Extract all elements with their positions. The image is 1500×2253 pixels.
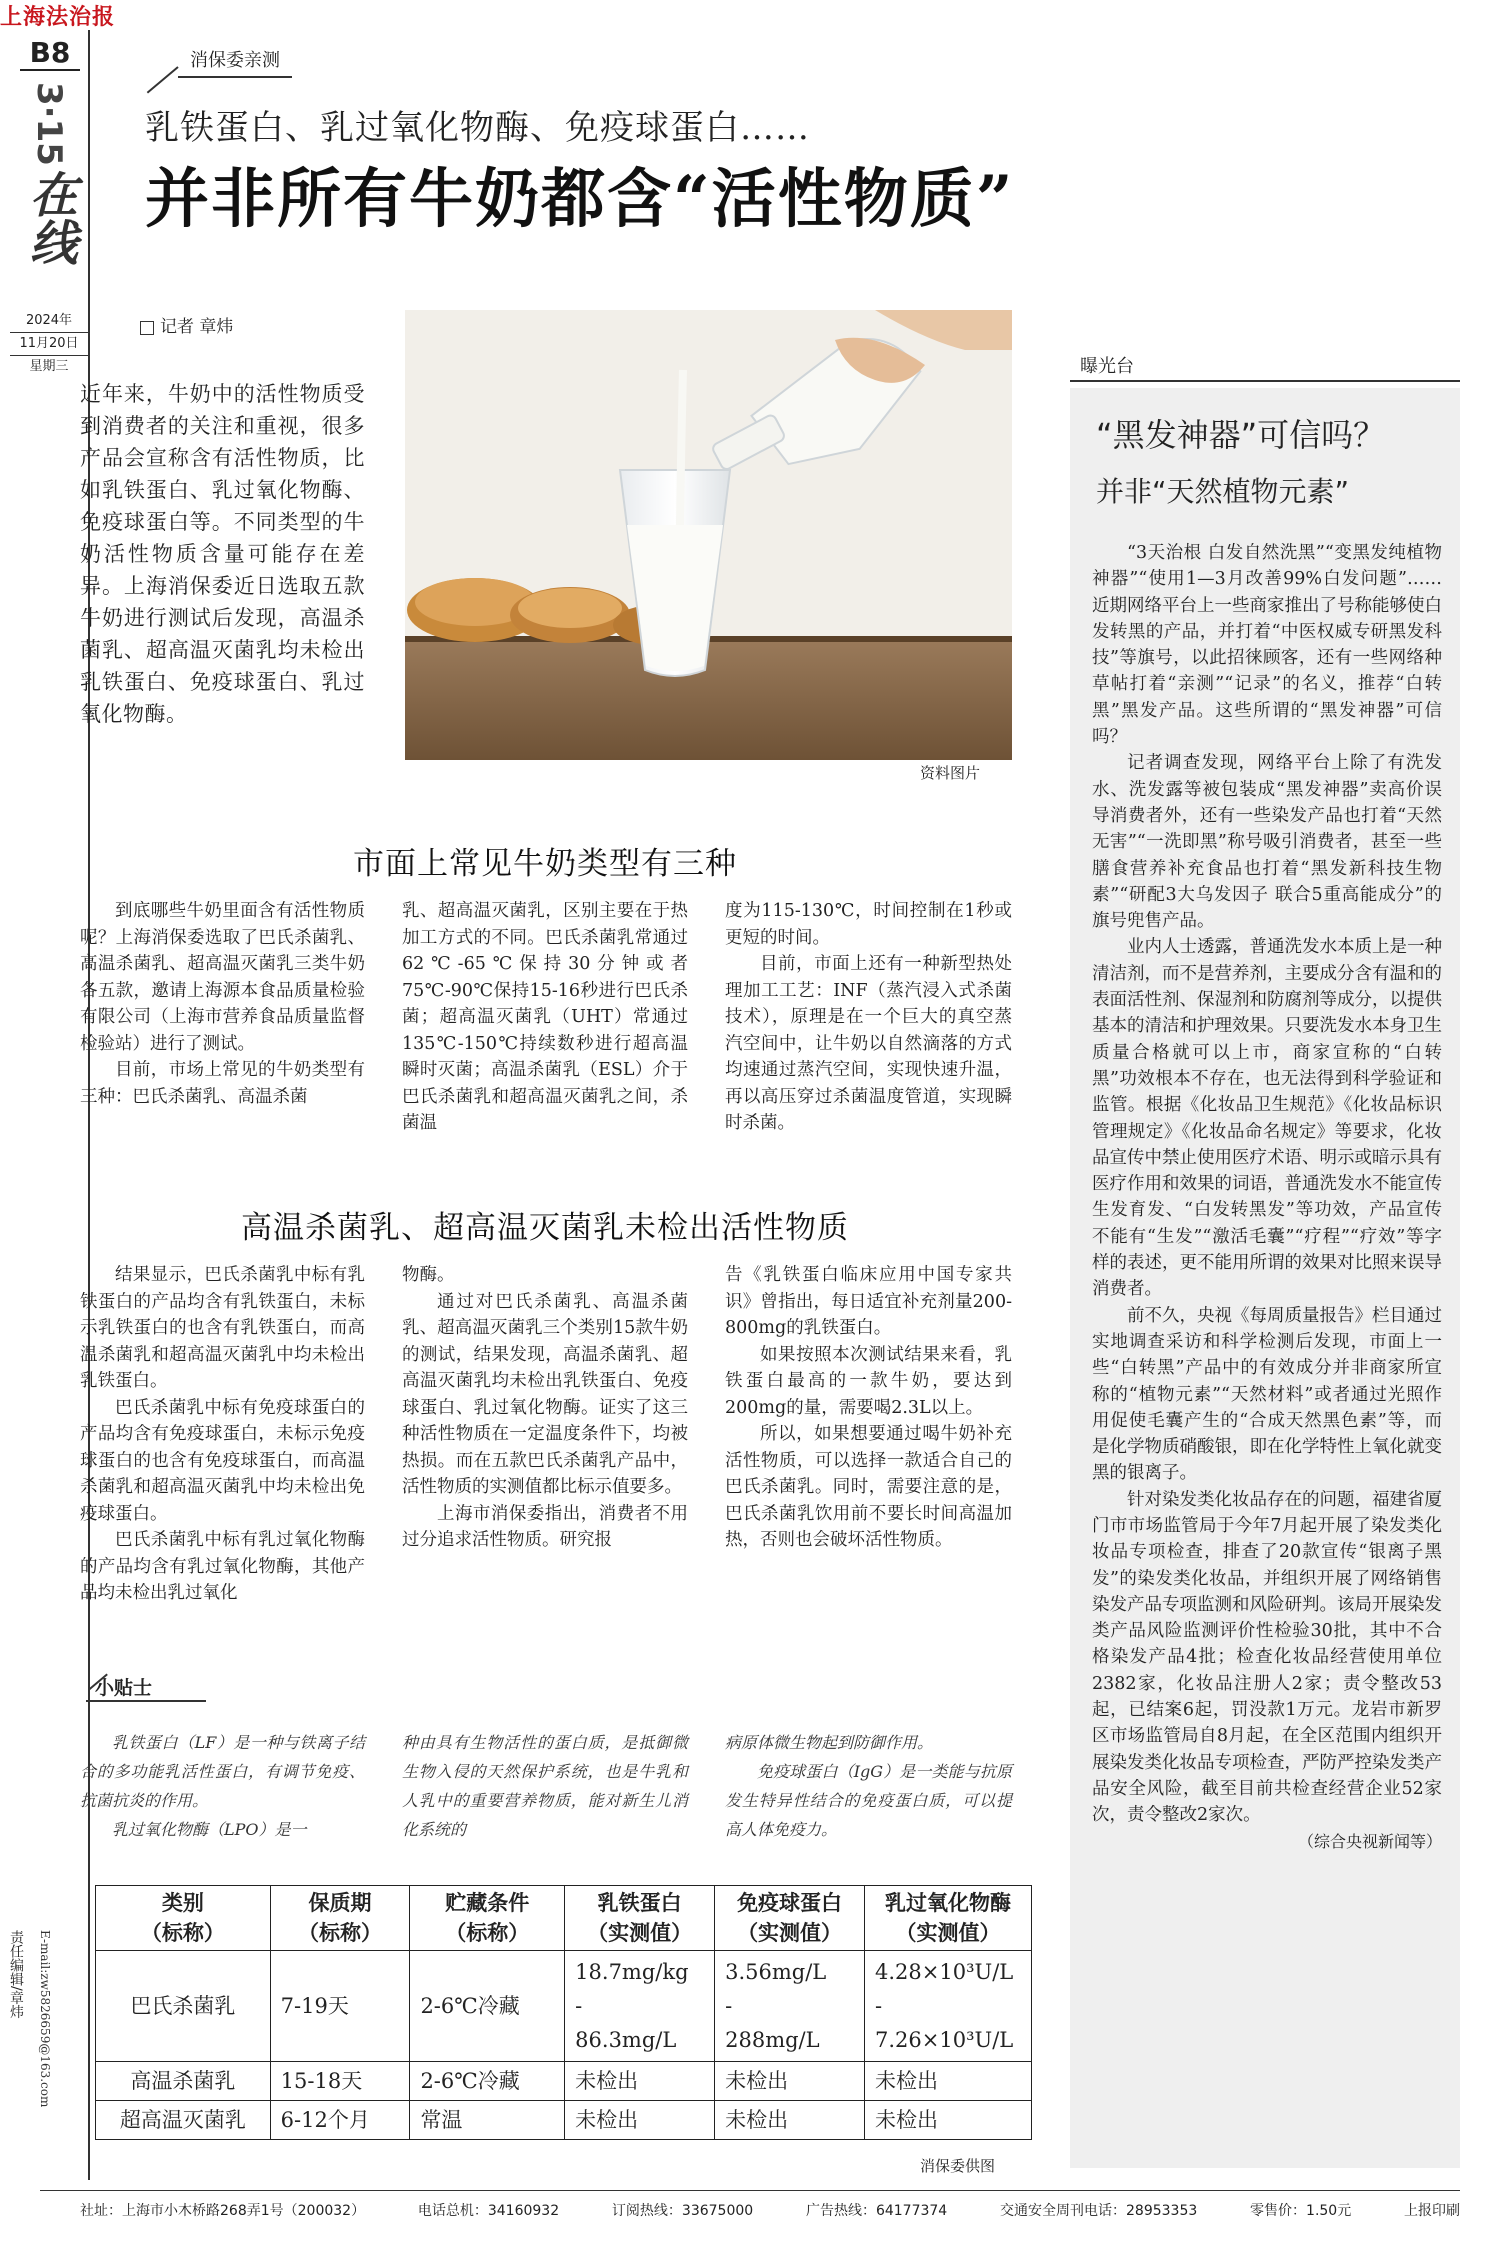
byline xyxy=(140,312,233,337)
table-cell xyxy=(96,2062,271,2101)
table-cell xyxy=(715,2101,865,2140)
s2-column-1 xyxy=(80,1262,365,1607)
paragraph: 目前，市场上常见的牛奶类型有三种：巴氏杀菌乳、高温杀菌 xyxy=(80,1060,365,1107)
footer-subscribe: 订阅热线：33675000 xyxy=(611,2203,754,2219)
issue-date xyxy=(10,310,88,378)
sidebar-paragraph: 记者调查发现，网络平台上除了有洗发水、洗发露等被包装成“黑发神器”卖高价误导消费者外，还有一些染发产品也打着“天然无害”“一洗即黑”称号吸引消费者，甚至一些膳食营养补充食品也打着“黑发新科技生物素”“研配3大乌发因子 联合5重高能成分”的旗号兜售产品。 xyxy=(1092,753,1442,932)
table-cell-line: 未检出 xyxy=(725,2108,789,2132)
table-cell-line: - xyxy=(575,1994,583,2018)
sidebar-source: （综合央视新闻等） xyxy=(1297,1831,1442,1851)
table-cell-line: 高温杀菌乳 xyxy=(130,2069,236,2093)
milk-photo-illustration xyxy=(405,310,1012,760)
sidebar-paragraph: “3天治根 白发自然洗黑”“变黑发纯植物神器”“使用1—3月改善99%白发问题”……近期网络平台上一些商家推出了号称能够使白发转黑的产品，并打着“中医权威专研黑发科技”等旗号，以此招徕顾客，还有一些网络种草帖打着“亲测”“记录”的名义，推荐“白转黑”黑发产品。这些所谓的“黑发神器”可信吗？ xyxy=(1092,543,1442,748)
paragraph: 如果按照本次测试结果来看，乳铁蛋白最高的一款牛奶，要达到200mg的量，需要喝2.3L以上。 xyxy=(725,1344,1012,1418)
paragraph: 物酶。 xyxy=(402,1265,455,1285)
tips-underline xyxy=(86,1700,206,1702)
table-cell-line: 7.26×10³U/L xyxy=(875,2028,1014,2052)
sidebar-tag-rule xyxy=(1070,380,1460,382)
table-cell xyxy=(715,2062,865,2101)
sidebar-body xyxy=(1092,540,1442,1855)
sidebar-title: “黑发神器”可信吗？ xyxy=(1096,416,1386,454)
table-header-cell xyxy=(96,1886,271,1951)
tips-column-2 xyxy=(402,1728,688,1844)
table-cell xyxy=(270,2062,410,2101)
newspaper-logo: 上海法治报 xyxy=(0,4,116,30)
table-cell-line: 2-6℃冷藏 xyxy=(420,1994,520,2018)
table-cell xyxy=(565,1951,715,2062)
table-cell xyxy=(96,1951,271,2062)
section1-title: 市面上常见牛奶类型有三种 xyxy=(353,846,737,882)
tip-paragraph: 免疫球蛋白（IgG）是一类能与抗原发生特异性结合的免疫蛋白质，可以提高人体免疫力。 xyxy=(725,1762,1012,1839)
table-row xyxy=(96,2062,1032,2101)
table-cell-line: 15-18天 xyxy=(280,2069,363,2093)
table-cell-line: 3.56mg/L xyxy=(725,1960,827,1984)
tips-column-1 xyxy=(80,1728,365,1844)
tip-paragraph: 种由具有生物活性的蛋白质，是抵御微生物入侵的天然保护系统，也是牛乳和人乳中的重要营养物质，能对新生儿消化系统的 xyxy=(402,1733,688,1839)
paragraph: 乳、超高温灭菌乳，区别主要在于热加工方式的不同。巴氏杀菌乳常通过62℃-65℃保持30分钟或者75℃-90℃保持15-16秒进行巴氏杀菌；超高温灭菌乳（UHT）常通过135℃-150℃持续数秒进行超高温瞬时灭菌；高温杀菌乳（ESL）介于巴氏杀菌乳和超高温灭菌乳之间，杀菌温 xyxy=(402,901,688,1133)
table-cell-line: 18.7mg/kg xyxy=(575,1960,689,1984)
table-row xyxy=(96,2101,1032,2140)
article-kicker: 乳铁蛋白、乳过氧化物酶、免疫球蛋白…… xyxy=(145,108,810,148)
editor-email: E-mail:zw5826659@163.com xyxy=(38,1930,52,2108)
tip-paragraph: 乳铁蛋白（LF）是一种与铁离子结合的多功能乳活性蛋白，有调节免疫、抗菌抗炎的作用。 xyxy=(80,1733,365,1810)
table-header-cell xyxy=(270,1886,410,1951)
table-header-line: （标称） xyxy=(140,1920,225,1945)
byline-text: 记者 章炜 xyxy=(160,317,234,337)
table-cell-line: 6-12个月 xyxy=(280,2108,370,2132)
date-year: 2024年 xyxy=(25,313,73,328)
footer-printer: 上报印刷 xyxy=(1404,2203,1460,2219)
column-badge xyxy=(18,82,80,266)
table-cell xyxy=(270,1951,410,2062)
sidebar-paragraph: 业内人士透露，普通洗发水本质上是一种清洁剂，而不是营养剂，主要成分含有温和的表面活性剂、保湿剂和防腐剂等成分，以提供基本的清洁和护理效果。只要洗发水本身卫生质量合格就可以上市，商家宣称的“白转黑”功效根本不存在，也无法得到科学验证和监管。根据《化妆品卫生规范》《化妆品标识管理规定》《化妆品命名规定》等要求，化妆品宣传中禁止使用医疗术语、明示或暗示具有医疗作用和效果的词语，普通洗发水不能宣传生发育发、“白发转黑发”等功效，产品宣传不能有“生发”“激活毛囊”“疗程”“疗效”等字样的表述，更不能用所谓的效果对比照来误导消费者。 xyxy=(1092,937,1442,1300)
s1-column-2 xyxy=(402,898,688,1137)
table-header-row xyxy=(96,1886,1032,1951)
paragraph: 目前，市面上还有一种新型热处理加工工艺：INF（蒸汽浸入式杀菌技术），原理是在一个巨大的真空蒸汽空间中，让牛奶以自然滴落的方式均速通过蒸汽空间，实现快速升温，再以高压穿过杀菌温度管道，实现瞬时杀菌。 xyxy=(725,954,1012,1133)
table-cell xyxy=(410,2062,565,2101)
article-lead: 近年来，牛奶中的活性物质受到消费者的关注和重视，很多产品会宣称含有活性物质，比如乳铁蛋白、乳过氧化物酶、免疫球蛋白等。不同类型的牛奶活性物质含量可能存在差异。上海消保委近日选取五款牛奶进行测试后发现，高温杀菌乳、超高温灭菌乳均未检出乳铁蛋白、免疫球蛋白、乳过氧化物酶。 xyxy=(80,382,365,726)
table-cell-line: 2-6℃冷藏 xyxy=(420,2069,520,2093)
table-header-line: 贮藏条件 xyxy=(445,1890,530,1915)
milk-photo xyxy=(405,310,1012,760)
footer-traffic: 交通安全周刊电话：28953353 xyxy=(1000,2203,1198,2219)
table-cell-line: 巴氏杀菌乳 xyxy=(130,1994,236,2018)
table-cell-line: - xyxy=(725,1994,733,2018)
table-header-line: 保质期 xyxy=(308,1890,372,1915)
table-header-line: （标称） xyxy=(445,1920,530,1945)
table-caption: 消保委供图 xyxy=(920,2157,996,2175)
table-header-line: （标称） xyxy=(298,1920,383,1945)
photo-caption: 资料图片 xyxy=(920,764,981,782)
table-header-cell xyxy=(865,1886,1032,1951)
table-cell xyxy=(410,1951,565,2062)
sidebar-tag: 曝光台 xyxy=(1080,356,1134,377)
paragraph: 所以，如果想要通过喝牛奶补充活性物质，可以选择一款适合自己的巴氏杀菌乳。同时，需要注意的是，巴氏杀菌乳饮用前不要长时间高温加热，否则也会破坏活性物质。 xyxy=(725,1424,1012,1550)
table-cell xyxy=(565,2101,715,2140)
milk-test-table xyxy=(95,1885,1032,2140)
table-header-line: （实测值） xyxy=(737,1920,843,1945)
s1-column-3 xyxy=(725,898,1012,1137)
paragraph: 巴氏杀菌乳中标有免疫球蛋白的产品均含有免疫球蛋白，未标示免疫球蛋白的也含有免疫球蛋白，而高温杀菌乳和超高温灭菌乳中均未检出免疫球蛋白。 xyxy=(80,1397,365,1524)
table-header-line: 类别 xyxy=(161,1890,204,1915)
table-cell xyxy=(865,2101,1032,2140)
table-cell-line: 未检出 xyxy=(575,2069,639,2093)
table-row xyxy=(96,1951,1032,2062)
sidebar-paragraph: 针对染发类化妆品存在的问题，福建省厦门市市场监管局于今年7月起开展了染发类化妆品专项检查，排查了20款宣传“银离子黑发”的染发类化妆品，并组织开展了网络销售染发产品专项监测和风险研判。该局开展染发类产品风险监测评价性检验30批，其中不合格染发产品4批；检查化妆品经营使用单位2382家，化妆品注册人2家；责令整改53起，已结案6起，罚没款1万元。龙岩市新罗区市场监管局自8月起，在全区范围内组织开展染发类化妆品专项检查，严防严控染发类产品安全风险，截至目前共检查经营企业52家次，责令整改2家次。 xyxy=(1092,1489,1442,1826)
table-cell-line: 288mg/L xyxy=(725,2028,820,2052)
table-cell xyxy=(865,2062,1032,2101)
footer-price: 零售价：1.50元 xyxy=(1250,2203,1352,2219)
sidebar-paragraph: 前不久，央视《每周质量报告》栏目通过实地调查采访和科学检测后发现，市面上一些“白转黑”产品中的有效成分并非商家所宣称的“植物元素”“天然材料”或者通过光照作用促使毛囊产生的“合成天然黑色素”等，而是化学物质硝酸银，即在化学特性上氧化就变黑的银离子。 xyxy=(1092,1305,1442,1484)
paragraph: 巴氏杀菌乳中标有乳过氧化物酶的产品均含有乳过氧化物酶，其他产品均未检出乳过氧化 xyxy=(80,1530,365,1603)
table-cell-line: 未检出 xyxy=(875,2069,939,2093)
section2-title: 高温杀菌乳、超高温灭菌乳未检出活性物质 xyxy=(241,1210,849,1246)
table-header-line: （实测值） xyxy=(895,1920,1001,1945)
s2-column-3 xyxy=(725,1262,1012,1554)
paragraph: 上海市消保委指出，消费者不用过分追求活性物质。研究报 xyxy=(402,1503,688,1550)
weekday: 星期三 xyxy=(29,359,69,374)
paragraph: 结果显示，巴氏杀菌乳中标有乳铁蛋白的产品均含有乳铁蛋白，未标示乳铁蛋白的也含有乳铁蛋白，而高温杀菌乳和超高温灭菌乳中均未检出乳铁蛋白。 xyxy=(80,1265,365,1391)
page-footer xyxy=(80,2200,1460,2220)
table-cell-line: 未检出 xyxy=(725,2069,789,2093)
s2-column-2 xyxy=(402,1262,688,1554)
editor-credit: 责任编辑/章炜 xyxy=(8,1930,24,2019)
sidebar-subtitle: 并非“天然植物元素” xyxy=(1096,475,1350,508)
table-cell xyxy=(96,2101,271,2140)
table-header-line: 乳过氧化物酶 xyxy=(885,1890,1011,1915)
table-cell xyxy=(270,2101,410,2140)
table-header-line: 乳铁蛋白 xyxy=(597,1890,682,1915)
date-day: 11月20日 xyxy=(10,332,88,356)
table-header-line: （实测值） xyxy=(587,1920,693,1945)
column-name: 在线 xyxy=(21,169,78,266)
tip-paragraph: 乳过氧化物酶（LPO）是一 xyxy=(112,1820,307,1839)
paragraph: 到底哪些牛奶里面含有活性物质呢？上海消保委选取了巴氏杀菌乳、高温杀菌乳、超高温灭菌乳三类牛奶各五款，邀请上海源本食品质量检验有限公司（上海市营养食品质量监督检验站）进行了测试。 xyxy=(80,901,365,1054)
table-cell-line: - xyxy=(875,1994,883,2018)
article-headline: 并非所有牛奶都含“活性物质” xyxy=(145,162,1015,237)
byline-box-icon xyxy=(140,321,154,335)
table-cell-line: 4.28×10³U/L xyxy=(875,1960,1014,1984)
tip-paragraph: 病原体微生物起到防御作用。 xyxy=(725,1733,934,1752)
table-header-cell xyxy=(715,1886,865,1951)
s1-column-1 xyxy=(80,898,365,1110)
paragraph: 通过对巴氏杀菌乳、高温杀菌乳、超高温灭菌乳三个类别15款牛奶的测试，结果发现，高温杀菌乳、超高温灭菌乳均未检出乳铁蛋白、免疫球蛋白、乳过氧化物酶。证实了这三种活性物质在一定温度条件下，均被热损。而在五款巴氏杀菌乳产品中，活性物质的实测值都比标示值要多。 xyxy=(402,1291,688,1497)
column-315: 3·15 xyxy=(29,82,69,166)
table-header-cell xyxy=(410,1886,565,1951)
table-cell xyxy=(865,1951,1032,2062)
footer-address: 社址：上海市小木桥路268弄1号（200032） xyxy=(80,2203,366,2219)
table-header-line: 免疫球蛋白 xyxy=(737,1890,843,1915)
table-cell xyxy=(565,2062,715,2101)
page-code: B8 xyxy=(20,36,80,71)
table-cell-line: 7-19天 xyxy=(280,1994,349,2018)
footer-phone: 电话总机：34160932 xyxy=(417,2203,560,2219)
table-cell-line: 未检出 xyxy=(875,2108,939,2132)
tips-tag: 小贴士 xyxy=(95,1677,153,1699)
section-tag: 消保委亲测 xyxy=(178,42,292,78)
table-cell xyxy=(410,2101,565,2140)
paragraph: 度为115-130℃，时间控制在1秒或更短的时间。 xyxy=(725,901,1012,948)
table-cell-line: 86.3mg/L xyxy=(575,2028,677,2052)
table-header-cell xyxy=(565,1886,715,1951)
footer-rule xyxy=(40,2190,1460,2191)
paragraph: 告《乳铁蛋白临床应用中国专家共识》曾指出，每日适宜补充剂量200-800mg的乳铁蛋白。 xyxy=(725,1265,1012,1338)
table-cell-line: 常温 xyxy=(420,2108,463,2132)
tips-column-3 xyxy=(725,1728,1012,1844)
footer-ads: 广告热线：64177374 xyxy=(805,2203,948,2219)
table-cell-line: 未检出 xyxy=(575,2108,639,2132)
table-cell-line: 超高温灭菌乳 xyxy=(119,2108,246,2132)
table-cell xyxy=(715,1951,865,2062)
